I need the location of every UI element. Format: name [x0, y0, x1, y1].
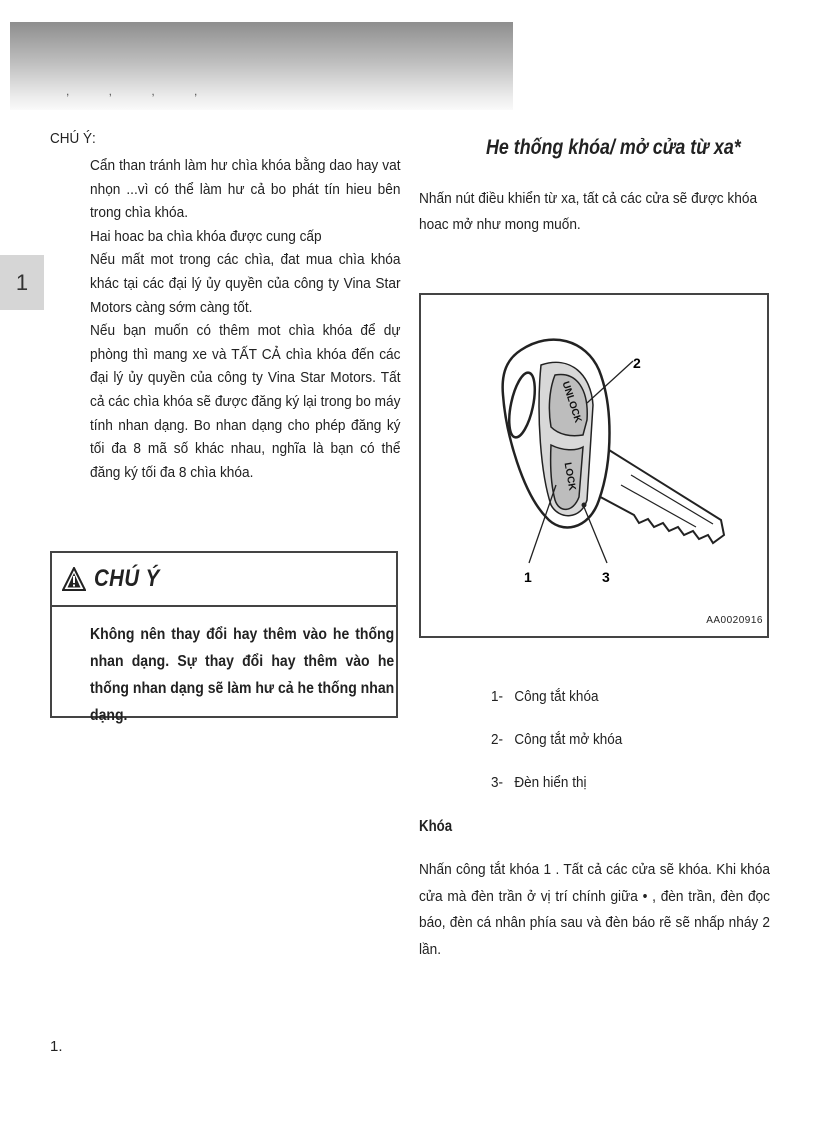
key-figure	[419, 293, 769, 638]
indicator-lamp	[582, 503, 587, 508]
legend-item	[491, 688, 622, 731]
callout-2: 2	[633, 355, 641, 371]
legend-item	[491, 731, 622, 774]
callout-1: 1	[524, 569, 532, 585]
lock-paragraph: Nhấn công tắt khóa 1 . Tất cả các cửa sẽ khóa. Khi khóa cửa mà đèn trần ở vị trí chính giữa • , đèn trần, đèn đọc báo, đèn cá nhân phía sau và đèn báo rẽ sẽ nhấp nháy 2 lần.	[419, 861, 770, 958]
legend-number: 1-	[491, 688, 504, 705]
lock-button-label: LOCK	[561, 461, 578, 492]
note-paragraph: Nếu bạn muốn có thêm mot chìa khóa để dự phòng thì mang xe và TẤT CẢ chìa khóa đến các đại lý ủy quyền của công ty Vina Star Motors. Tất cả các chìa khóa sẽ được đăng ký lại trong bo máy tính nhan dạng. Bo nhan dạng cho phép đăng ký tối đa 8 mã số khác nhau, nghĩa là bạn có thể đăng ký tối đa 8 chìa khóa.	[90, 322, 401, 481]
header-marks: , , , ,	[66, 84, 216, 98]
note-heading: CHÚ Ý:	[50, 130, 96, 147]
unlock-button-label: UNLOCK	[559, 380, 584, 425]
lock-heading: Khóa	[419, 818, 453, 835]
caution-box	[50, 551, 398, 724]
legend-number: 2-	[491, 731, 504, 748]
remote-key-illustration	[421, 295, 767, 636]
caution-title: CHÚ Ý	[94, 565, 160, 592]
legend-item	[491, 774, 622, 817]
intro-text: Nhấn nút điều khiển từ xa, tất cả các cửa sẽ được khóa hoac mở như mong muốn.	[419, 190, 758, 233]
note-paragraph: Hai hoac ba chìa khóa được cung cấp	[90, 227, 322, 245]
section-title: He thống khóa/ mở cửa từ xa*	[486, 136, 741, 159]
warning-triangle-icon	[62, 567, 86, 591]
legend-label: Đèn hiển thị	[514, 774, 587, 791]
note-paragraph: Cẩn than tránh làm hư chìa khóa bằng dao hay vat nhọn ...vì có thể làm hư cả bo phát tín hieu bên trong chìa khóa.	[90, 157, 401, 222]
caution-header	[52, 553, 396, 607]
lock-body	[419, 857, 770, 963]
section-intro	[419, 186, 770, 238]
page-number: 1.	[50, 1038, 63, 1055]
chapter-tab: 1	[0, 255, 44, 310]
note-paragraph: Nếu mất mot trong các chìa, đat mua chìa khóa khác tại các đại lý ủy quyền của công ty Vina Star Motors càng sớm càng tốt.	[90, 251, 401, 316]
callout-3: 3	[602, 569, 610, 585]
key-blade	[593, 450, 724, 543]
caution-text: Không nên thay đổi hay thêm vào he thống nhan dạng. Sự thay đổi hay thêm vào he thống nhan dạng sẽ làm hư cả he thống nhan dạng.	[90, 626, 395, 724]
legend-number: 3-	[491, 774, 504, 791]
note-body	[90, 154, 401, 484]
caution-body	[90, 621, 394, 729]
key-fob	[503, 340, 610, 528]
legend-label: Công tắt khóa	[514, 688, 599, 705]
legend-label: Công tắt mở khóa	[514, 731, 623, 748]
figure-legend	[491, 688, 637, 817]
figure-code: AA0020916	[706, 615, 763, 626]
